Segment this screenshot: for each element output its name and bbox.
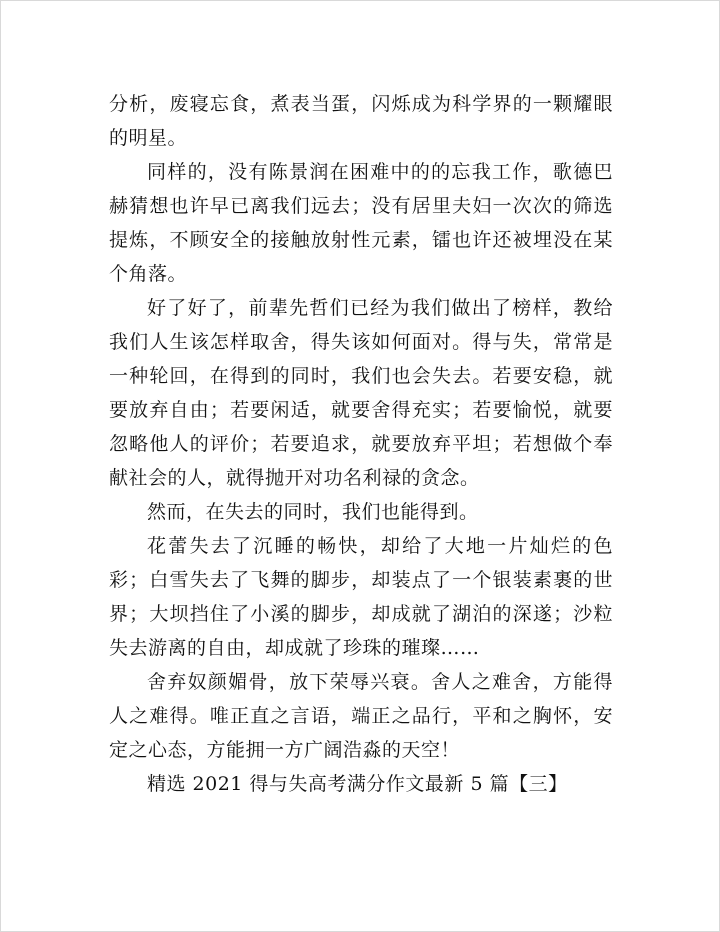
paragraph-3: 好了好了，前辈先哲们已经为我们做出了榜样，教给我们人生该怎样取舍，得失该如何面对。得与失，常常是一种轮回，在得到的同时，我们也会失去。若要安稳，就要放弃自由；若要闲适，就要舍得充实；若要愉悦，就要忽略他人的评价；若要追求，就要放弃平坦；若想做个奉献社会的人，就得抛开对功名利禄的贪念。 <box>109 297 613 489</box>
paragraph-2: 同样的，没有陈景润在困难中的的忘我工作，歌德巴赫猜想也许早已离我们远去；没有居里夫妇一次次的筛选提炼，不顾安全的接触放射性元素，镭也许还被埋没在某个角落。 <box>109 161 613 285</box>
document-body <box>109 87 613 801</box>
paragraph-1: 分析，废寝忘食，煮表当蛋，闪烁成为科学界的一颗耀眼的明星。 <box>109 93 613 149</box>
paragraph-5: 花蕾失去了沉睡的畅快，却给了大地一片灿烂的色彩；白雪失去了飞舞的脚步，却装点了一个银装素裹的世界；大坝挡住了小溪的脚步，却成就了湖泊的深遂；沙粒失去游离的自由，却成就了珍珠的璀璨…… <box>109 535 613 659</box>
section-heading: 精选 2021 得与失高考满分作文最新 5 篇【三】 <box>147 773 568 795</box>
paragraph-4: 然而，在失去的同时，我们也能得到。 <box>147 501 479 523</box>
paragraph-6: 舍弃奴颜媚骨，放下荣辱兴衰。舍人之难舍，方能得人之难得。唯正直之言语，端正之品行，平和之胸怀，安定之心态，方能拥一方广阔浩淼的天空！ <box>109 671 613 761</box>
